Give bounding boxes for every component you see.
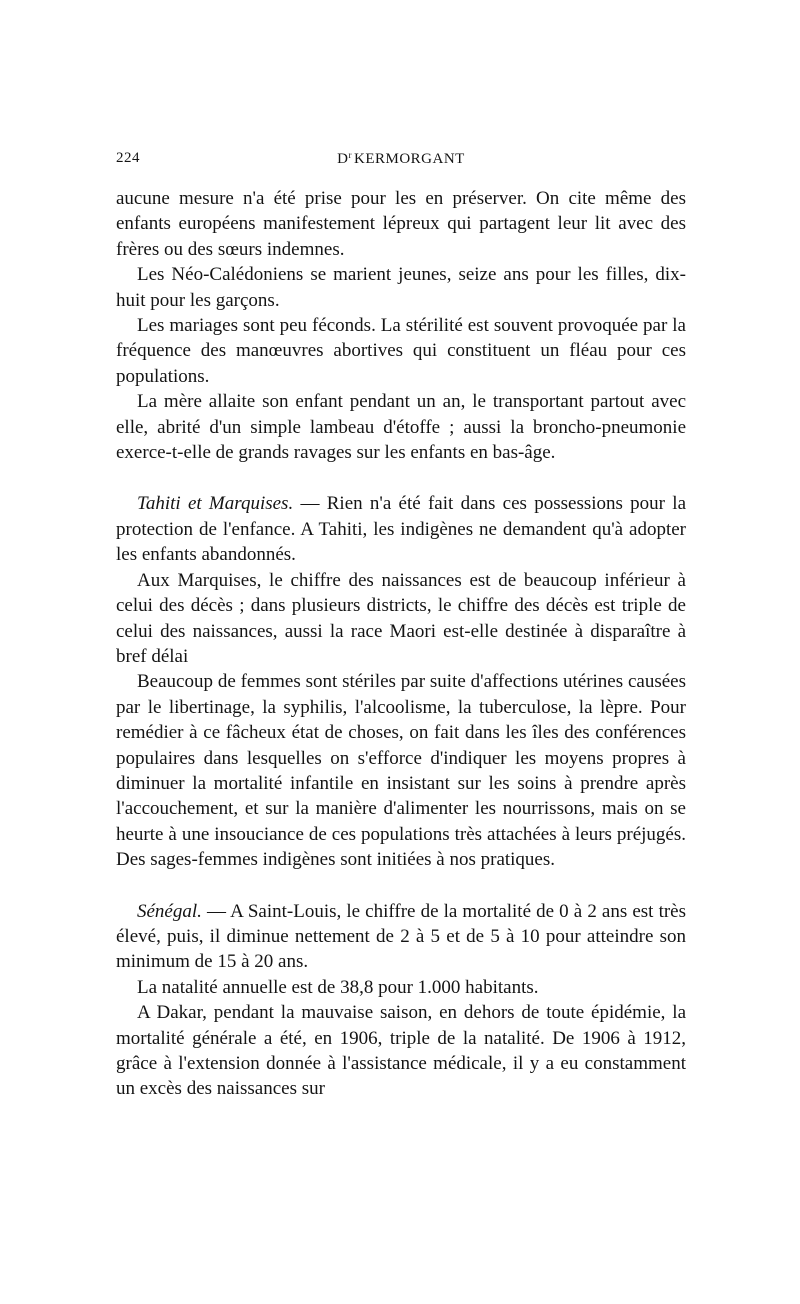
section-title-senegal: Sénégal. <box>137 900 202 922</box>
page-body <box>116 186 686 1102</box>
paragraph: A Dakar, pendant la mauvaise saison, en dehors de toute épidémie, la mortalité générale a été, en 1906, triple de la natalité. De 1906 à 1912, grâce à l'extension donnée à l'assistance médicale, il y a eu constamment un excès des naissances sur <box>116 1002 686 1100</box>
page-number: 224 <box>116 150 140 166</box>
author-title-superscript: r <box>348 150 352 160</box>
paragraph: La natalité annuelle est de 38,8 pour 1.000 habitants. <box>137 976 539 998</box>
paragraph: aucune mesure n'a été prise pour les en préserver. On cite même des enfants européens manifestement lépreux qui partagent leur lit avec des frères ou des sœurs indemnes. <box>116 188 686 260</box>
paragraph: Beaucoup de femmes sont stériles par suite d'affections utérines causées par le libertinage, la syphilis, l'alcoolisme, la tuberculose, la lèpre. Pour remédier à ce fâcheux état de choses, on fait dans les îles des conférences populaires dans lesquelles on s'efforce d'indiquer les moyens propres à diminuer la mortalité infantile en insistant sur les soins à prendre après l'accouchement, et sur la manière d'alimenter les nourrissons, mais on se heurte à une insouciance de ces populations très attachées à leurs préjugés. Des sages-femmes indigènes sont initiées à nos pratiques. <box>116 671 686 871</box>
section-divider-space <box>116 873 686 899</box>
paragraph-text: — Rien n'a été fait dans ces possessions pour la protection de l'enfance. A Tahiti, les indigènes ne demandent qu'à adopter les enfants abandonnés. <box>116 493 687 566</box>
running-header-author <box>116 150 686 168</box>
paragraph: Les mariages sont peu féconds. La stérilité est souvent provoquée par la fréquence des manœuvres abortives qui constituent un fléau pour ces populations. <box>116 315 686 387</box>
section-paragraph-senegal <box>116 899 686 975</box>
author-name: KERMORGANT <box>354 151 465 167</box>
paragraph-text: — A Saint-Louis, le chiffre de la mortalité de 0 à 2 ans est très élevé, puis, il diminue nettement de 2 à 5 et de 5 à 10 pour atteindre son minimum de 15 à 20 ans. <box>116 900 686 973</box>
running-header <box>116 150 686 174</box>
paragraph: Les Néo-Calédoniens se marient jeunes, seize ans pour les filles, dix-huit pour les garçons. <box>116 264 686 311</box>
section-paragraph-tahiti <box>116 491 686 567</box>
book-page <box>116 150 686 1102</box>
section-title-tahiti: Tahiti et Marquises. <box>137 493 294 515</box>
author-title-prefix: D <box>337 151 349 167</box>
section-divider-space <box>116 465 686 491</box>
paragraph: La mère allaite son enfant pendant un an, le transportant partout avec elle, abrité d'un simple lambeau d'étoffe ; aussi la broncho-pneumonie exerce-t-elle de grands ravages sur les enfants en bas-âge. <box>116 391 686 464</box>
paragraph: Aux Marquises, le chiffre des naissances est de beaucoup inférieur à celui des décès ; dans plusieurs districts, le chiffre des décès est triple de celui des naissances, aussi la race Maori est-elle destinée à disparaître à bref délai <box>116 569 686 667</box>
